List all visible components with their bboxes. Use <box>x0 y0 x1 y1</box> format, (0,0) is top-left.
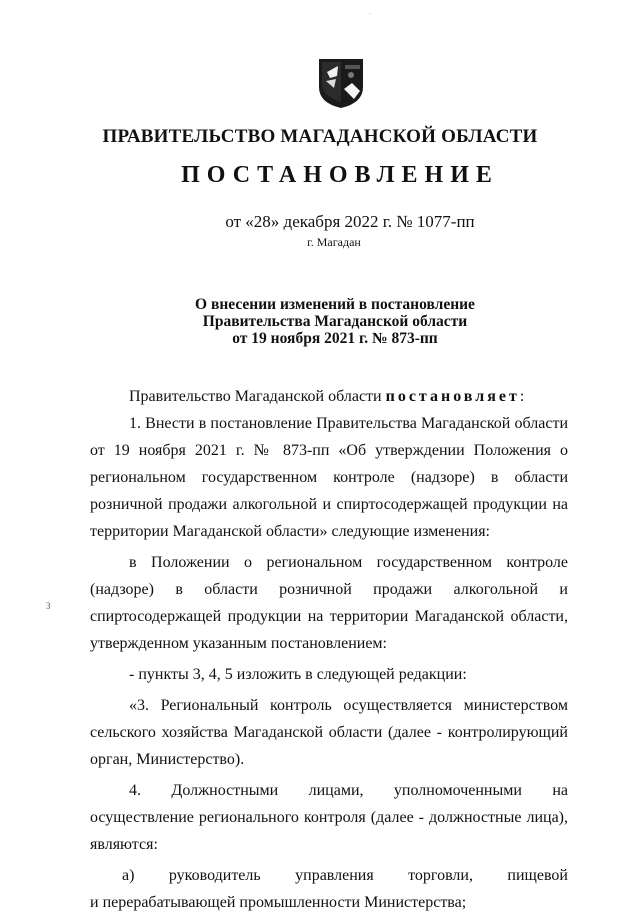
margin-marker: 3 <box>46 601 51 611</box>
subject-line: Правительства Магаданской области <box>202 313 468 330</box>
government-title: ПРАВИТЕЛЬСТВО МАГАДАНСКОЙ ОБЛАСТИ <box>102 126 538 147</box>
document-city: г. Магадан <box>307 235 361 249</box>
preamble-verb: постановляет <box>385 388 520 405</box>
paragraph-4: «3. Региональный контроль осуществляется министерством сельского хозяйства Магаданской области (далее - контролирующий орган, Министерство). <box>90 697 568 768</box>
item-word: пищевой <box>507 867 568 884</box>
item-word: а) <box>122 867 135 884</box>
document-date-number: от «28» декабря 2022 г. № 1077-пп <box>225 212 475 231</box>
paragraph-2: в Положении о региональном государственном контроле (надзоре) в области розничной продажи алкогольной и спиртосодержащей продукции на территории Магаданской области, утвержденном указанным постановлением: <box>90 554 568 652</box>
paragraph-5: 4. Должностными лицами, уполномоченными на осуществление регионального контроля (далее - должностные лица), являются: <box>90 782 568 853</box>
document-type: ПОСТАНОВЛЕНИЕ <box>181 162 499 188</box>
preamble-text: Правительство Магаданской области <box>129 388 386 405</box>
preamble <box>90 383 568 410</box>
subject-line: О внесении изменений в постановление <box>195 296 475 313</box>
item-a-continuation: и перерабатывающей промышленности Министерства; <box>90 894 467 911</box>
scan-mark: · <box>369 10 372 18</box>
subject-line: от 19 ноября 2021 г. № 873-пп <box>232 330 438 347</box>
preamble-colon: : <box>519 388 525 405</box>
item-word: торговли, <box>408 867 473 884</box>
item-a-line <box>90 862 568 889</box>
paragraph-1: 1. Внести в постановление Правительства Магаданской области от 19 ноября 2021 г. № 873-пп «Об утверждении Положения о региональном государственном контроле (надзоре) в области розничной продажи алкогольной и спиртосодержащей продукции на территории Магаданской области» следующие изменения: <box>90 415 568 540</box>
document-body <box>90 383 568 916</box>
paragraph-3: - пункты 3, 4, 5 изложить в следующей редакции: <box>129 666 467 683</box>
item-word: руководитель <box>168 867 261 884</box>
document-subject <box>0 296 640 347</box>
item-word: управления <box>295 867 374 884</box>
coat-of-arms-icon <box>316 57 366 109</box>
